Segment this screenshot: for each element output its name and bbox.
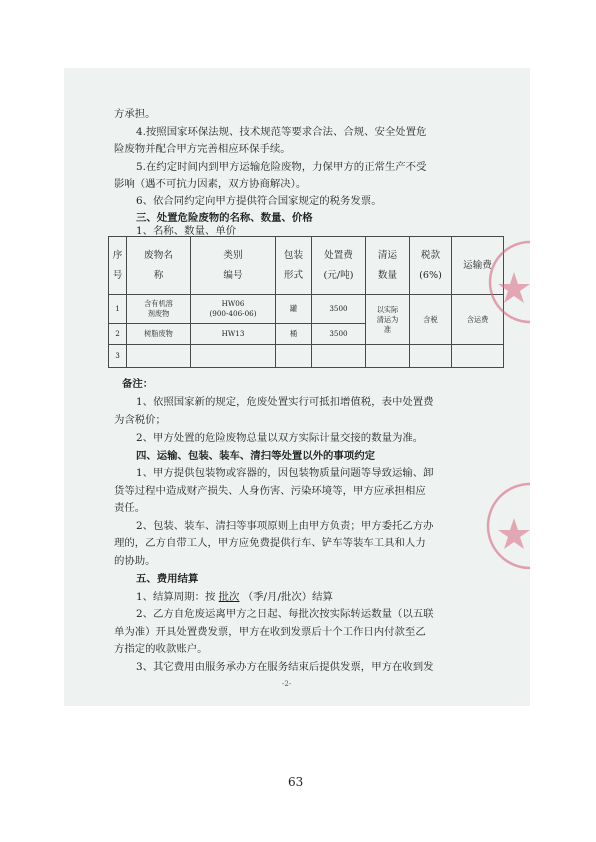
table-row — [109, 345, 504, 368]
cell-category — [191, 345, 276, 368]
section-heading: 三、处置危险废物的名称、数量、价格 — [136, 212, 313, 224]
text-line: 方指定的收款账户。 — [114, 643, 208, 655]
cell-fee: 3500 — [312, 324, 366, 345]
underlined-value: 批次 — [218, 591, 240, 603]
text-line: 5.在约定时间内到甲方运输危险废物，力保甲方的正常生产不受 — [136, 161, 427, 173]
cell-seq: 3 — [109, 345, 127, 368]
cell-name: 含有机溶 剂废物 — [127, 295, 191, 324]
cell-fee: 3500 — [312, 295, 366, 324]
cell-freight — [452, 345, 504, 368]
cell-tax — [410, 345, 452, 368]
text-line: 4.按照国家环保法规、技术规范等要求合法、合规、安全处置危 — [136, 126, 427, 138]
text-line: 方承担。 — [114, 108, 156, 120]
scanned-page — [64, 68, 530, 706]
header-fee: 处置费 (元/吨) — [312, 237, 366, 295]
cell-pack — [276, 345, 312, 368]
text-line: 6、依合同约定向甲方提供符合国家规定的税务发票。 — [136, 195, 382, 207]
header-qty: 清运 数量 — [366, 237, 410, 295]
header-pack: 包装 形式 — [276, 237, 312, 295]
text-line: 的协助。 — [114, 555, 156, 567]
stamp-seal — [470, 238, 530, 328]
stamp-seal — [470, 478, 530, 578]
cell-pack: 桶 — [276, 324, 312, 345]
text-line: 1、结算周期：按 批次 （季/月/批次）结算 — [136, 591, 333, 603]
subheading: 1、名称、数量、单价 — [136, 225, 237, 237]
cell-fee — [312, 345, 366, 368]
section-heading: 四、运输、包装、装车、清扫等处置以外的事项约定 — [136, 450, 375, 462]
text-line: 2、包装、装车、清扫等事项原则上由甲方负责；甲方委托乙方办 — [136, 520, 434, 532]
cell-seq: 2 — [109, 324, 127, 345]
header-category: 类别 编号 — [191, 237, 276, 295]
header-name: 废物名 称 — [127, 237, 191, 295]
page-number: 63 — [288, 775, 304, 789]
header-seq: 序 号 — [109, 237, 127, 295]
header-tax: 税款 (6%) — [410, 237, 452, 295]
cell-qty-merged: 以实际 清运为 准 — [366, 295, 410, 345]
cell-pack: 罐 — [276, 295, 312, 324]
cell-name — [127, 345, 191, 368]
text-line: 险废物并配合甲方完善相应环保手续。 — [114, 143, 291, 155]
header-freight: 运输费 — [452, 237, 504, 295]
text-line: 单为准）开具处置费发票，甲方在收到发票后十个工作日内付款至乙 — [114, 626, 426, 638]
text-line: 2、乙方自危废运离甲方之日起、每批次按实际转运数量（以五联 — [136, 608, 434, 620]
cell-category: HW06 (900-406-06) — [191, 295, 276, 324]
scan-page-number: -2- — [282, 680, 292, 688]
text-line: 1、依照国家新的规定，危废处置实行可抵扣增值税，表中处置费 — [136, 396, 434, 408]
text-line: 为含税价； — [114, 414, 166, 426]
cell-tax-merged: 含税 — [410, 295, 452, 345]
table-header-row — [109, 237, 504, 295]
text-line: 影响（遇不可抗力因素，双方协商解决）。 — [114, 178, 307, 190]
text-line: 3、其它费用由服务承办方在服务结束后提供发票，甲方在收到发 — [136, 661, 434, 673]
notes-heading: 备注： — [122, 378, 154, 390]
cell-freight-merged: 含运费 — [452, 295, 504, 345]
table-row — [109, 295, 504, 324]
section-heading: 五、费用结算 — [136, 573, 199, 585]
cell-category: HW13 — [191, 324, 276, 345]
waste-table — [108, 236, 504, 368]
text-line: 1、甲方提供包装物或容器的，因包装物质量问题等导致运输、卸 — [136, 467, 434, 479]
text-line: 责任。 — [114, 502, 146, 514]
cell-qty — [366, 345, 410, 368]
cell-name: 树脂废物 — [127, 324, 191, 345]
text-line: 2、甲方处置的危险废物总量以双方实际计量交接的数量为准。 — [136, 432, 424, 444]
text-line: 货等过程中造成财产损失、人身伤害、污染环境等，甲方应承担相应 — [114, 485, 426, 497]
text-line: 理的，乙方自带工人，甲方应免费提供行车、铲车等装车工具和人力 — [114, 537, 426, 549]
cell-seq: 1 — [109, 295, 127, 324]
